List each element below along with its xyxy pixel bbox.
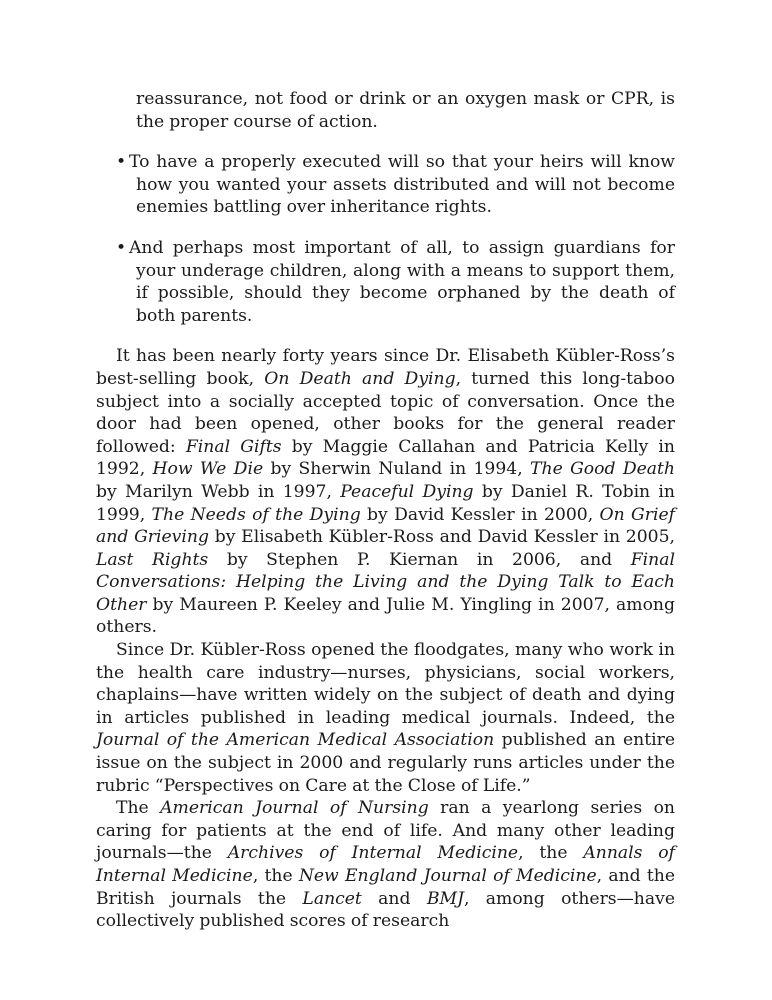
bullet-marker: • bbox=[116, 152, 127, 173]
bullet-text: To have a properly executed will so that your heirs will know how you wanted your assets distributed and will not become enemies battling over inheritance rights. bbox=[129, 152, 675, 218]
italic-title: On Death and Dying bbox=[264, 368, 456, 389]
text-run: , the bbox=[252, 866, 299, 886]
italic-title: The Good Death bbox=[530, 459, 675, 480]
text-run: The bbox=[116, 798, 161, 819]
italic-title: American Journal of Nursing bbox=[160, 798, 429, 819]
text-run: by David Kessler in 2000, bbox=[360, 504, 600, 525]
book-page bbox=[96, 88, 675, 933]
text-run: by Stephen P. Kiernan in 2006, and bbox=[208, 549, 631, 570]
italic-title: Last Rights bbox=[96, 549, 209, 570]
italic-title: Final Conversations: Helping the Living and the Dying Talk to Each Other bbox=[96, 549, 675, 615]
text-run: ran a yearlong series on caring for patients at the end of life. And many other leading journals—the bbox=[96, 798, 675, 864]
italic-title: BMJ bbox=[426, 888, 464, 909]
bullet-text: And perhaps most important of all, to assign guardians for your underage children, along with a means to support them, if possible, should they become orphaned by the death of both parents. bbox=[129, 237, 675, 326]
text-run: , the bbox=[518, 843, 584, 864]
italic-title: The Needs of the Dying bbox=[151, 504, 361, 525]
text-run: by Daniel R. Tobin in 1999, bbox=[96, 481, 675, 525]
text-run: and bbox=[361, 888, 427, 909]
text-run: , turned this long-taboo subject into a socially accepted topic of conversation. Once the door had been opened, other books for the general reader followed: bbox=[96, 368, 675, 457]
text-run: It has been nearly forty years since Dr. Elisabeth Kübler-Ross’s best-selling book, bbox=[96, 346, 675, 389]
bullet-item-will bbox=[96, 151, 675, 219]
text-run: by Maggie Callahan and Patricia Kelly in 1992, bbox=[96, 436, 676, 480]
italic-title: Lancet bbox=[302, 888, 362, 909]
text-run: , among others—have collectively published scores of research bbox=[96, 888, 675, 932]
italic-title: Archives of Internal Medicine bbox=[227, 843, 519, 864]
italic-title: How We Die bbox=[152, 459, 264, 480]
text-run: by Elisabeth Kübler-Ross and David Kessler in 2005, bbox=[208, 527, 675, 548]
italic-title: Peaceful Dying bbox=[340, 481, 474, 502]
text-run: published an entire issue on the subject in 2000 and regularly runs articles under the rubric “Perspectives on Care at the Close of Life.” bbox=[96, 730, 675, 796]
bullet-marker: • bbox=[116, 237, 127, 258]
body-paragraph bbox=[96, 639, 675, 797]
bullet-item-guardians bbox=[96, 237, 675, 327]
continued-bullet-text: reassurance, not food or drink or an oxygen mask or CPR, is the proper course of action. bbox=[136, 89, 675, 132]
text-run: by Sherwin Nuland in 1994, bbox=[263, 459, 531, 480]
body-paragraph bbox=[96, 345, 675, 639]
text-run: Since Dr. Kübler-Ross opened the floodgates, many who work in the health care industry—nurses, physicians, social workers, chaplains—have written widely on the subject of death and dying in articles published in leading medical journals. Indeed, the bbox=[96, 640, 675, 728]
text-run: by Maureen P. Keeley and Julie M. Yingling in 2007, among others. bbox=[96, 594, 675, 638]
italic-title: On Grief and Grieving bbox=[96, 504, 676, 548]
italic-title: Journal of the American Medical Association bbox=[96, 730, 495, 751]
text-run: , and the British journals the bbox=[96, 866, 675, 909]
italic-title: Annals of Internal Medicine bbox=[96, 843, 675, 886]
text-run: by Marilyn Webb in 1997, bbox=[96, 481, 341, 502]
italic-title: New England Journal of Medicine bbox=[298, 866, 597, 886]
body-paragraph bbox=[96, 797, 675, 933]
italic-title: Final Gifts bbox=[185, 436, 282, 457]
